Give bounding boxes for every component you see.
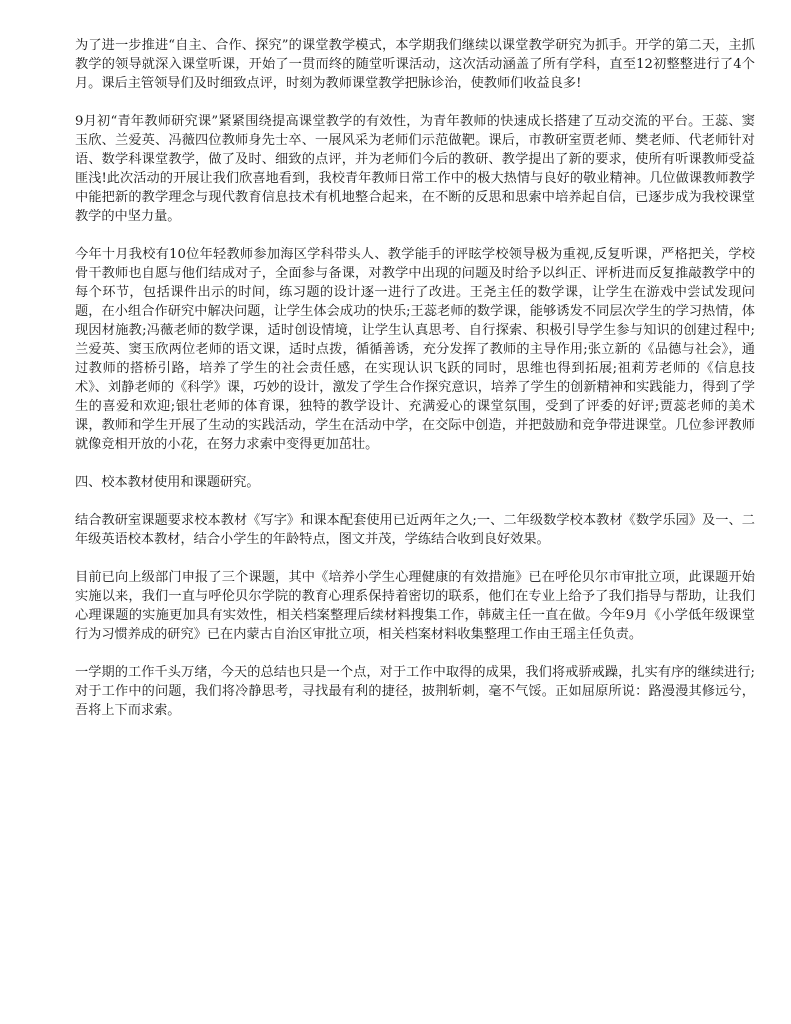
section-heading: 四、校本教材使用和课题研究。 [75, 475, 260, 490]
paragraph-young-teacher-lessons: 9月初“青年教师研究课”紧紧围绕提高课堂教学的有效性，为青年教师的快速成长搭建了互动交流的平台。王蕊、窦玉欣、兰爱英、冯薇四位教师身先士卒、一展风采为老师们示范做靶。课后，市教研室贾老师、樊老师、代老师针对语、数学科课堂教学，做了及时、细致的点评，并为老师们今后的教研、教学提出了新的要求，使所有听课教师受益匪浅!此次活动的开展让我们欣喜地看到，我校青年教师日常工作中的极大热情与良好的敬业精神。几位做课教师教学中能把新的教学理念与现代教育信息技术有机地整合起来，在不断的反思和思索中培养起自信，已逐步成为我校课堂教学的中坚力量。 [75, 114, 755, 224]
paragraph-research-projects: 目前已向上级部门申报了三个课题，其中《培养小学生心理健康的有效措施》已在呼伦贝尔市审批立项，此课题开始实施以来，我们一直与呼伦贝尔学院的教育心理系保持着密切的联系，他们在专业上给予了我们指导与帮助，让我们心理课题的实施更加具有实效性，相关档案整理后续材料搜集工作，韩葳主任一直在做。今年9月《小学低年级课堂行为习惯养成的研究》已在内蒙古自治区审批立项，相关档案材料收集整理工作由王瑶主任负责。 [75, 570, 755, 642]
paragraph-teacher-evaluation: 今年十月我校有10位年轻教师参加海区学科带头人、教学能手的评眩学校领导极为重视,反复听课，严格把关，学校骨干教师也自愿与他们结成对子，全面参与备课，对教学中出现的问题及时给予以纠正、评析进而反复推敲教学中的每个环节，包括课件出示的时间，练习题的设计逐一进行了改进。王尧主任的数学课，让学生在游戏中尝试发现问题，在小组合作研究中解决问题，让学生体会成功的快乐;王蕊老师的数学课，能够诱发不同层次学生的学习热情，体现因材施教;冯薇老师的数学课，适时创设情境，让学生认真思考、自行探索、积极引导学生参与知识的创建过程中;兰爱英、窦玉欣两位老师的语文课，适时点拨，循循善诱，充分发挥了教师的主导作用;张立新的《品德与社会》，通过教师的搭桥引路，培养了学生的社会责任感，在实现认识飞跃的同时，思维也得到拓展;祖莉芳老师的《信息技术》、刘静老师的《科学》课，巧妙的设计，激发了学生合作探究意识，培养了学生的创新精神和实践能力，得到了学生的喜爱和欢迎;银壮老师的体育课，独特的教学设计、充满爱心的课堂氛围，受到了评委的好评;贾蕊老师的美术课，教师和学生开展了生动的实践活动，学生在活动中学，在交际中创造，并把鼓励和竞争带进课堂。几位参评教师就像竞相开放的小花，在努力求索中变得更加茁壮。 [75, 247, 755, 452]
document-body [75, 36, 755, 739]
paragraph-school-textbooks: 结合教研室课题要求校本教材《写字》和课本配套使用已近两年之久;一、二年级数学校本教材《数学乐园》及一、二年级英语校本教材，结合小学生的年龄特点，图文并茂，学练结合收到良好效果。 [75, 513, 755, 547]
paragraph-conclusion: 一学期的工作千头万绪，今天的总结也只是一个点，对于工作中取得的成果，我们将戒骄戒躁，扎实有序的继续进行;对于工作中的问题，我们将冷静思考，寻找最有利的捷径，披荆斩刺，毫不气馁。正如屈原所说：路漫漫其修远兮，吾将上下而求索。 [75, 665, 755, 718]
paragraph-classroom-research: 为了进一步推进“自主、合作、探究”的课堂教学模式，本学期我们继续以课堂教学研究为抓手。开学的第二天，主抓教学的领导就深入课堂听课，开始了一贯而终的随堂听课活动，这次活动涵盖了所有学科，直至12初整整进行了4个月。课后主管领导们及时细致点评，时刻为教师课堂教学把脉诊治，使教师们收益良多! [75, 38, 755, 91]
